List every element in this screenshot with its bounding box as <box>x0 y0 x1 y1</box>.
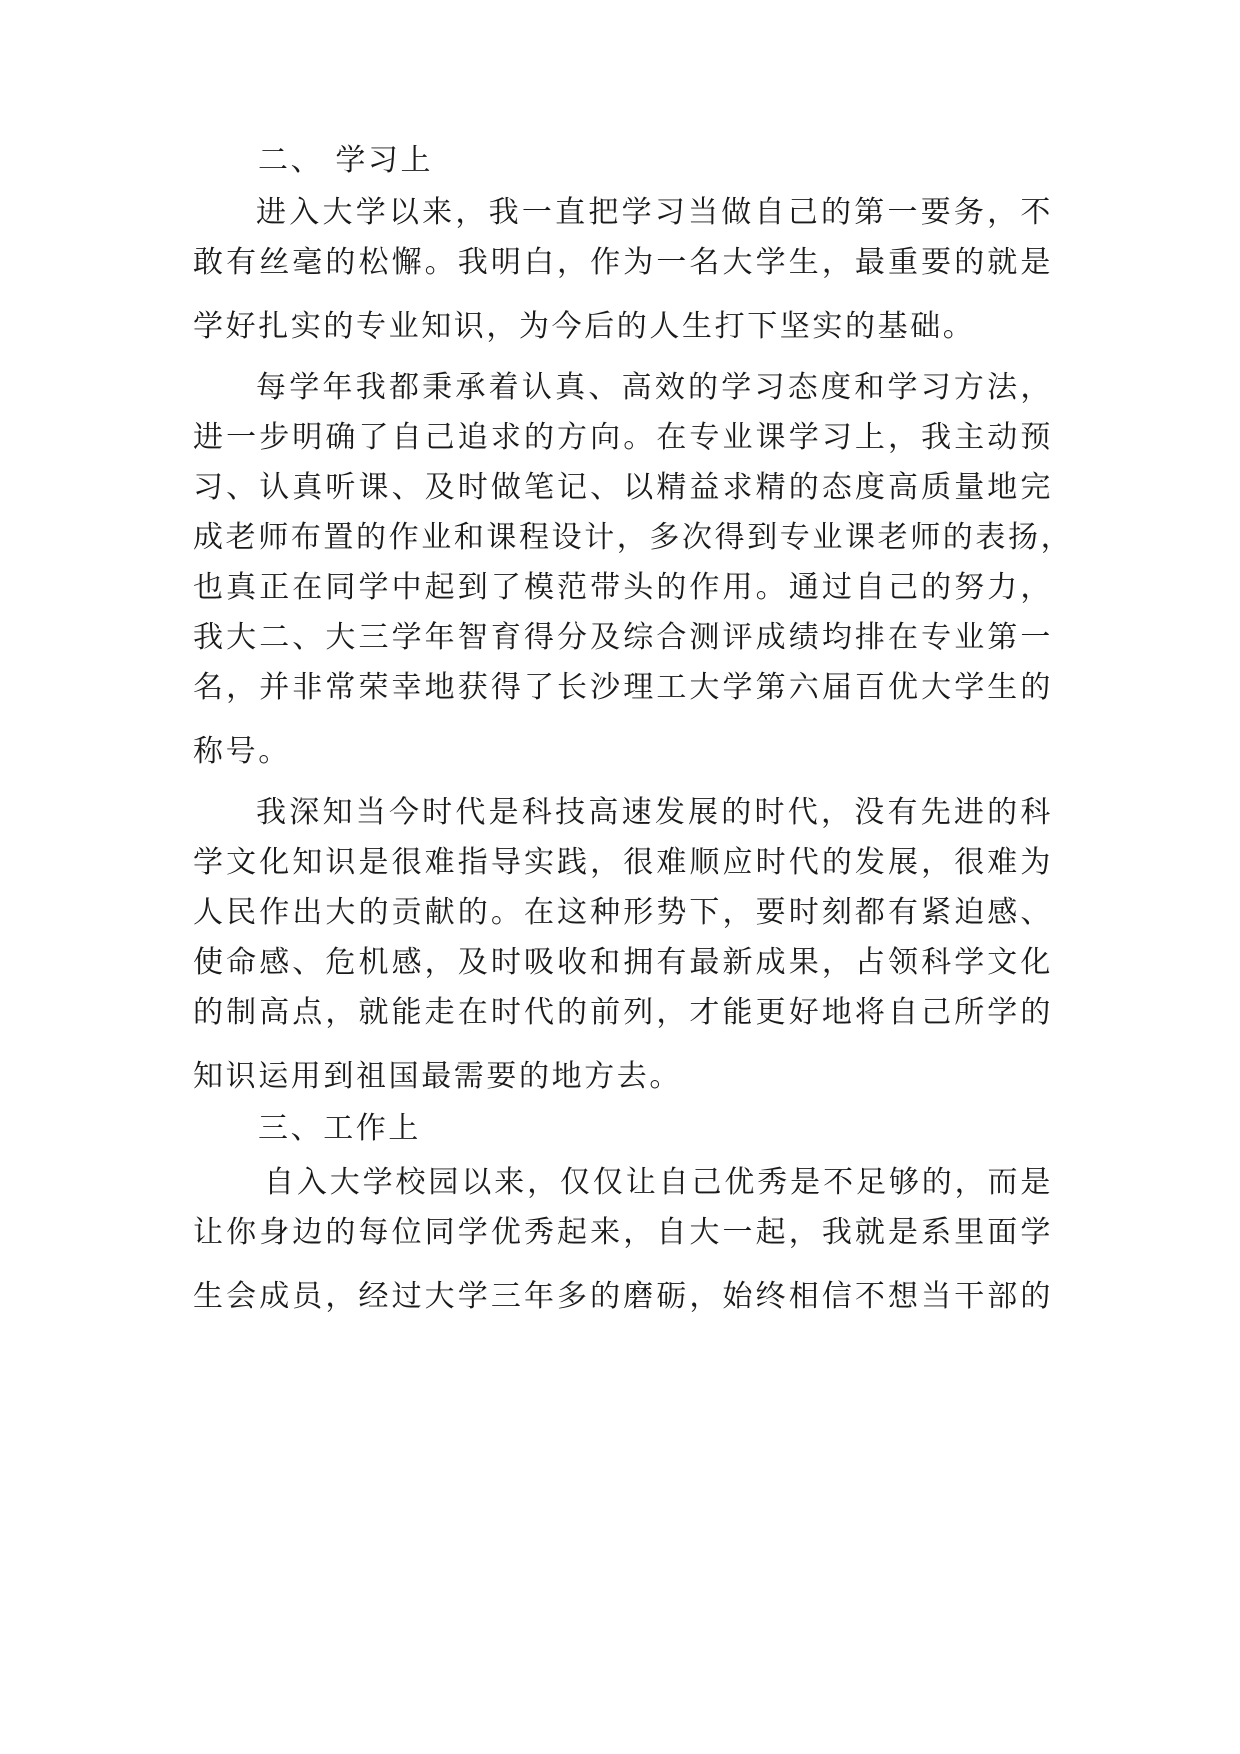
text-line: 进一步明确了自己追求的方向。在专业课学习上，我主动预 <box>193 420 1053 455</box>
text-line: 的制高点，就能走在时代的前列，才能更好地将自己所学的 <box>193 995 1053 1030</box>
text-line: 敢有丝毫的松懈。我明白，作为一名大学生，最重要的就是 <box>193 245 1053 280</box>
text-line: 也真正在同学中起到了模范带头的作用。通过自己的努力， <box>193 570 1053 605</box>
text-line: 自入大学校园以来，仅仅让自己优秀是不足够的，而是 <box>264 1165 1053 1200</box>
text-line: 学文化知识是很难指导实践，很难顺应时代的发展，很难为 <box>193 845 1053 880</box>
section-heading-study: 二、 学习上 <box>258 143 434 178</box>
text-line: 我深知当今时代是科技高速发展的时代，没有先进的科 <box>256 795 1053 830</box>
text-line: 使命感、危机感，及时吸收和拥有最新成果，占领科学文化 <box>193 945 1053 980</box>
text-line: 知识运用到祖国最需要的地方去。 <box>193 1059 682 1094</box>
text-line: 让你身边的每位同学优秀起来，自大一起，我就是系里面学 <box>193 1215 1053 1250</box>
text-line: 名，并非常荣幸地获得了长沙理工大学第六届百优大学生的 <box>193 670 1053 705</box>
text-line: 习、认真听课、及时做笔记、以精益求精的态度高质量地完 <box>193 470 1053 505</box>
section-heading-work: 三、工作上 <box>258 1111 421 1146</box>
text-line: 学好扎实的专业知识，为今后的人生打下坚实的基础。 <box>193 309 976 344</box>
text-line: 每学年我都秉承着认真、高效的学习态度和学习方法， <box>256 370 1053 405</box>
text-line: 我大二、大三学年智育得分及综合测评成绩均排在专业第一 <box>193 620 1053 655</box>
text-line: 进入大学以来，我一直把学习当做自己的第一要务，不 <box>256 195 1053 230</box>
text-line: 成老师布置的作业和课程设计，多次得到专业课老师的表扬， <box>193 520 1074 555</box>
text-line: 人民作出大的贡献的。在这种形势下，要时刻都有紧迫感、 <box>193 895 1053 930</box>
text-line: 称号。 <box>193 734 291 769</box>
text-line: 生会成员，经过大学三年多的磨砺，始终相信不想当干部的 <box>193 1279 1053 1314</box>
